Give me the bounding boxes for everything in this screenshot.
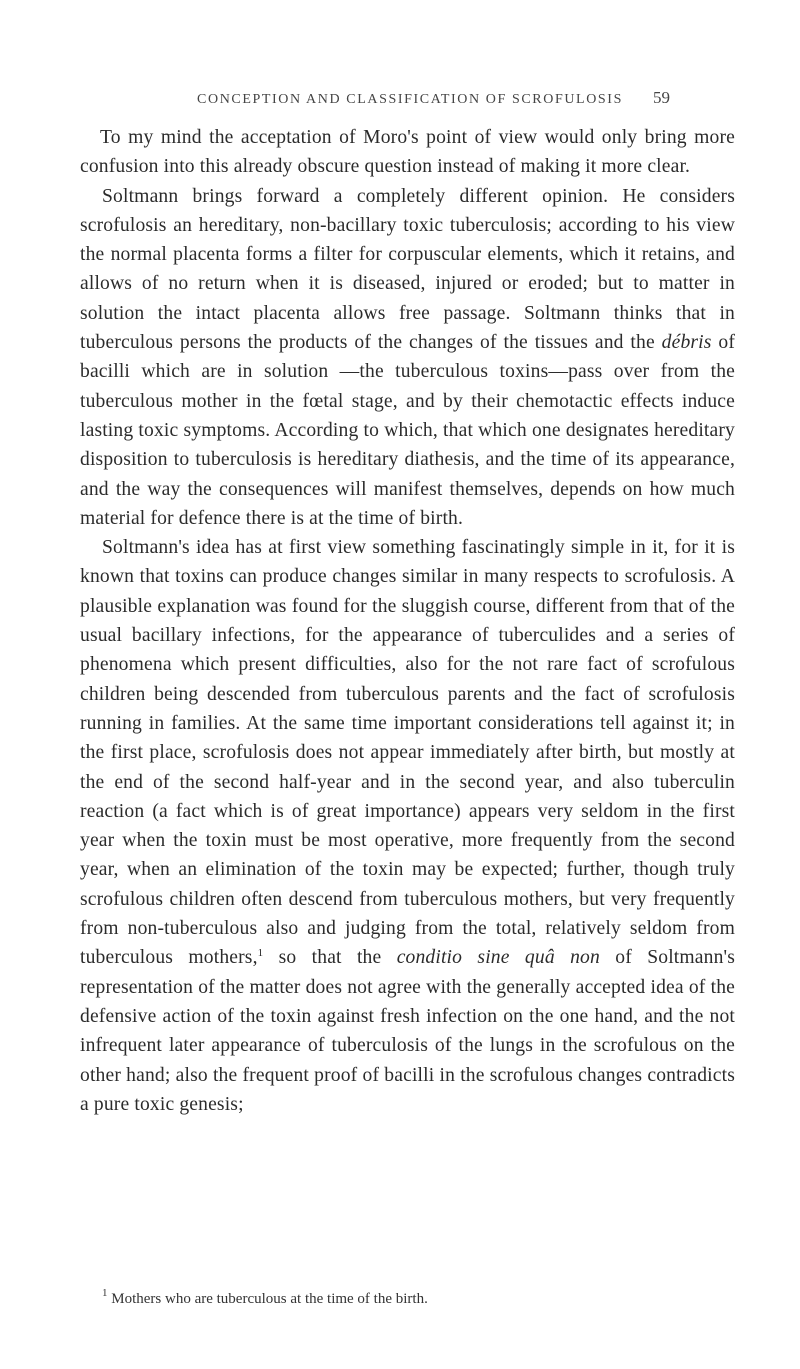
paragraph-text: Soltmann's idea has at first view something fascinatingly simple in it, for it is known that toxins can produce changes similar in many respects to scrofulosis. A plausible explanation was found for the sluggish course, different from that of the usual bacillary infections, for the appearance of tuberculides and a series of phenomena which present difficulties, also for the not rare fact of scrofulous children being descended from tuberculous parents and the fact of scrofulosis running in families. At the same time important considerations tell against it; in the first place, scrofulosis does not appear immediately after birth, but mostly at the end of the second half-year and in the second year, and also tuberculin reaction (a fact which is of great importance) appears very seldom in the first year when the toxin must be most operative, more frequently from the second year, when an elimination of the toxin may be expected; further, though truly scrofulous children often descend from tuberculous mothers, but very frequently from non-tuberculous also and judging from the total, relatively seldom from tuberculous mothers, — [80, 537, 735, 969]
footnote-marker: 1 — [102, 1287, 108, 1299]
italic-term: débris — [661, 332, 712, 354]
paragraph — [80, 182, 735, 534]
italic-term: conditio sine quâ non — [396, 947, 600, 969]
paragraph-text: To my mind the acceptation of Moro's point of view would only bring more confusion into this already obscure question instead of making it more clear. — [80, 127, 735, 178]
paragraph — [80, 533, 735, 1119]
footnote — [80, 1289, 735, 1309]
paragraph-text: of bacilli which are in solution —the tuberculous toxins—pass over from the tuberculous mother in the fœtal stage, and by their chemotactic effects induce lasting toxic symptoms. According to which, that which one designates hereditary disposition to tuberculosis is hereditary diathesis, and the time of its appearance, and the way the consequences will manifest themselves, depends on how much material for defence there is at the time of birth. — [80, 332, 736, 529]
paragraph-text: Soltmann brings forward a completely different opinion. He considers scrofulosis an hereditary, non-bacillary toxic tuberculosis; according to his view the normal placenta forms a filter for corpuscular elements, which it retains, and allows of no return when it is diseased, injured or eroded; but to matter in solution the intact placenta allows free passage. Soltmann thinks that in tuberculous persons the products of the changes of the tissues and the — [80, 185, 735, 354]
paragraph-text: of Soltmann's representation of the matter does not agree with the generally accepted idea of the defensive action of the toxin against fresh infection on the one hand, and the not infrequent later appearance of tuberculosis of the lungs in the scrofulous on the other hand; also the frequent proof of bacilli in the scrofulous changes contradicts a pure toxic genesis; — [80, 947, 735, 1115]
running-head: CONCEPTION AND CLASSIFICATION OF SCROFULOSIS — [197, 92, 623, 107]
footnote-text: Mothers who are tuberculous at the time of the birth. — [107, 1291, 428, 1307]
paragraph — [80, 123, 735, 182]
page-number: 59 — [653, 88, 670, 107]
footnote-reference: 1 — [257, 947, 264, 960]
paragraph-text: so that the — [263, 947, 397, 969]
body-text — [80, 123, 735, 1119]
